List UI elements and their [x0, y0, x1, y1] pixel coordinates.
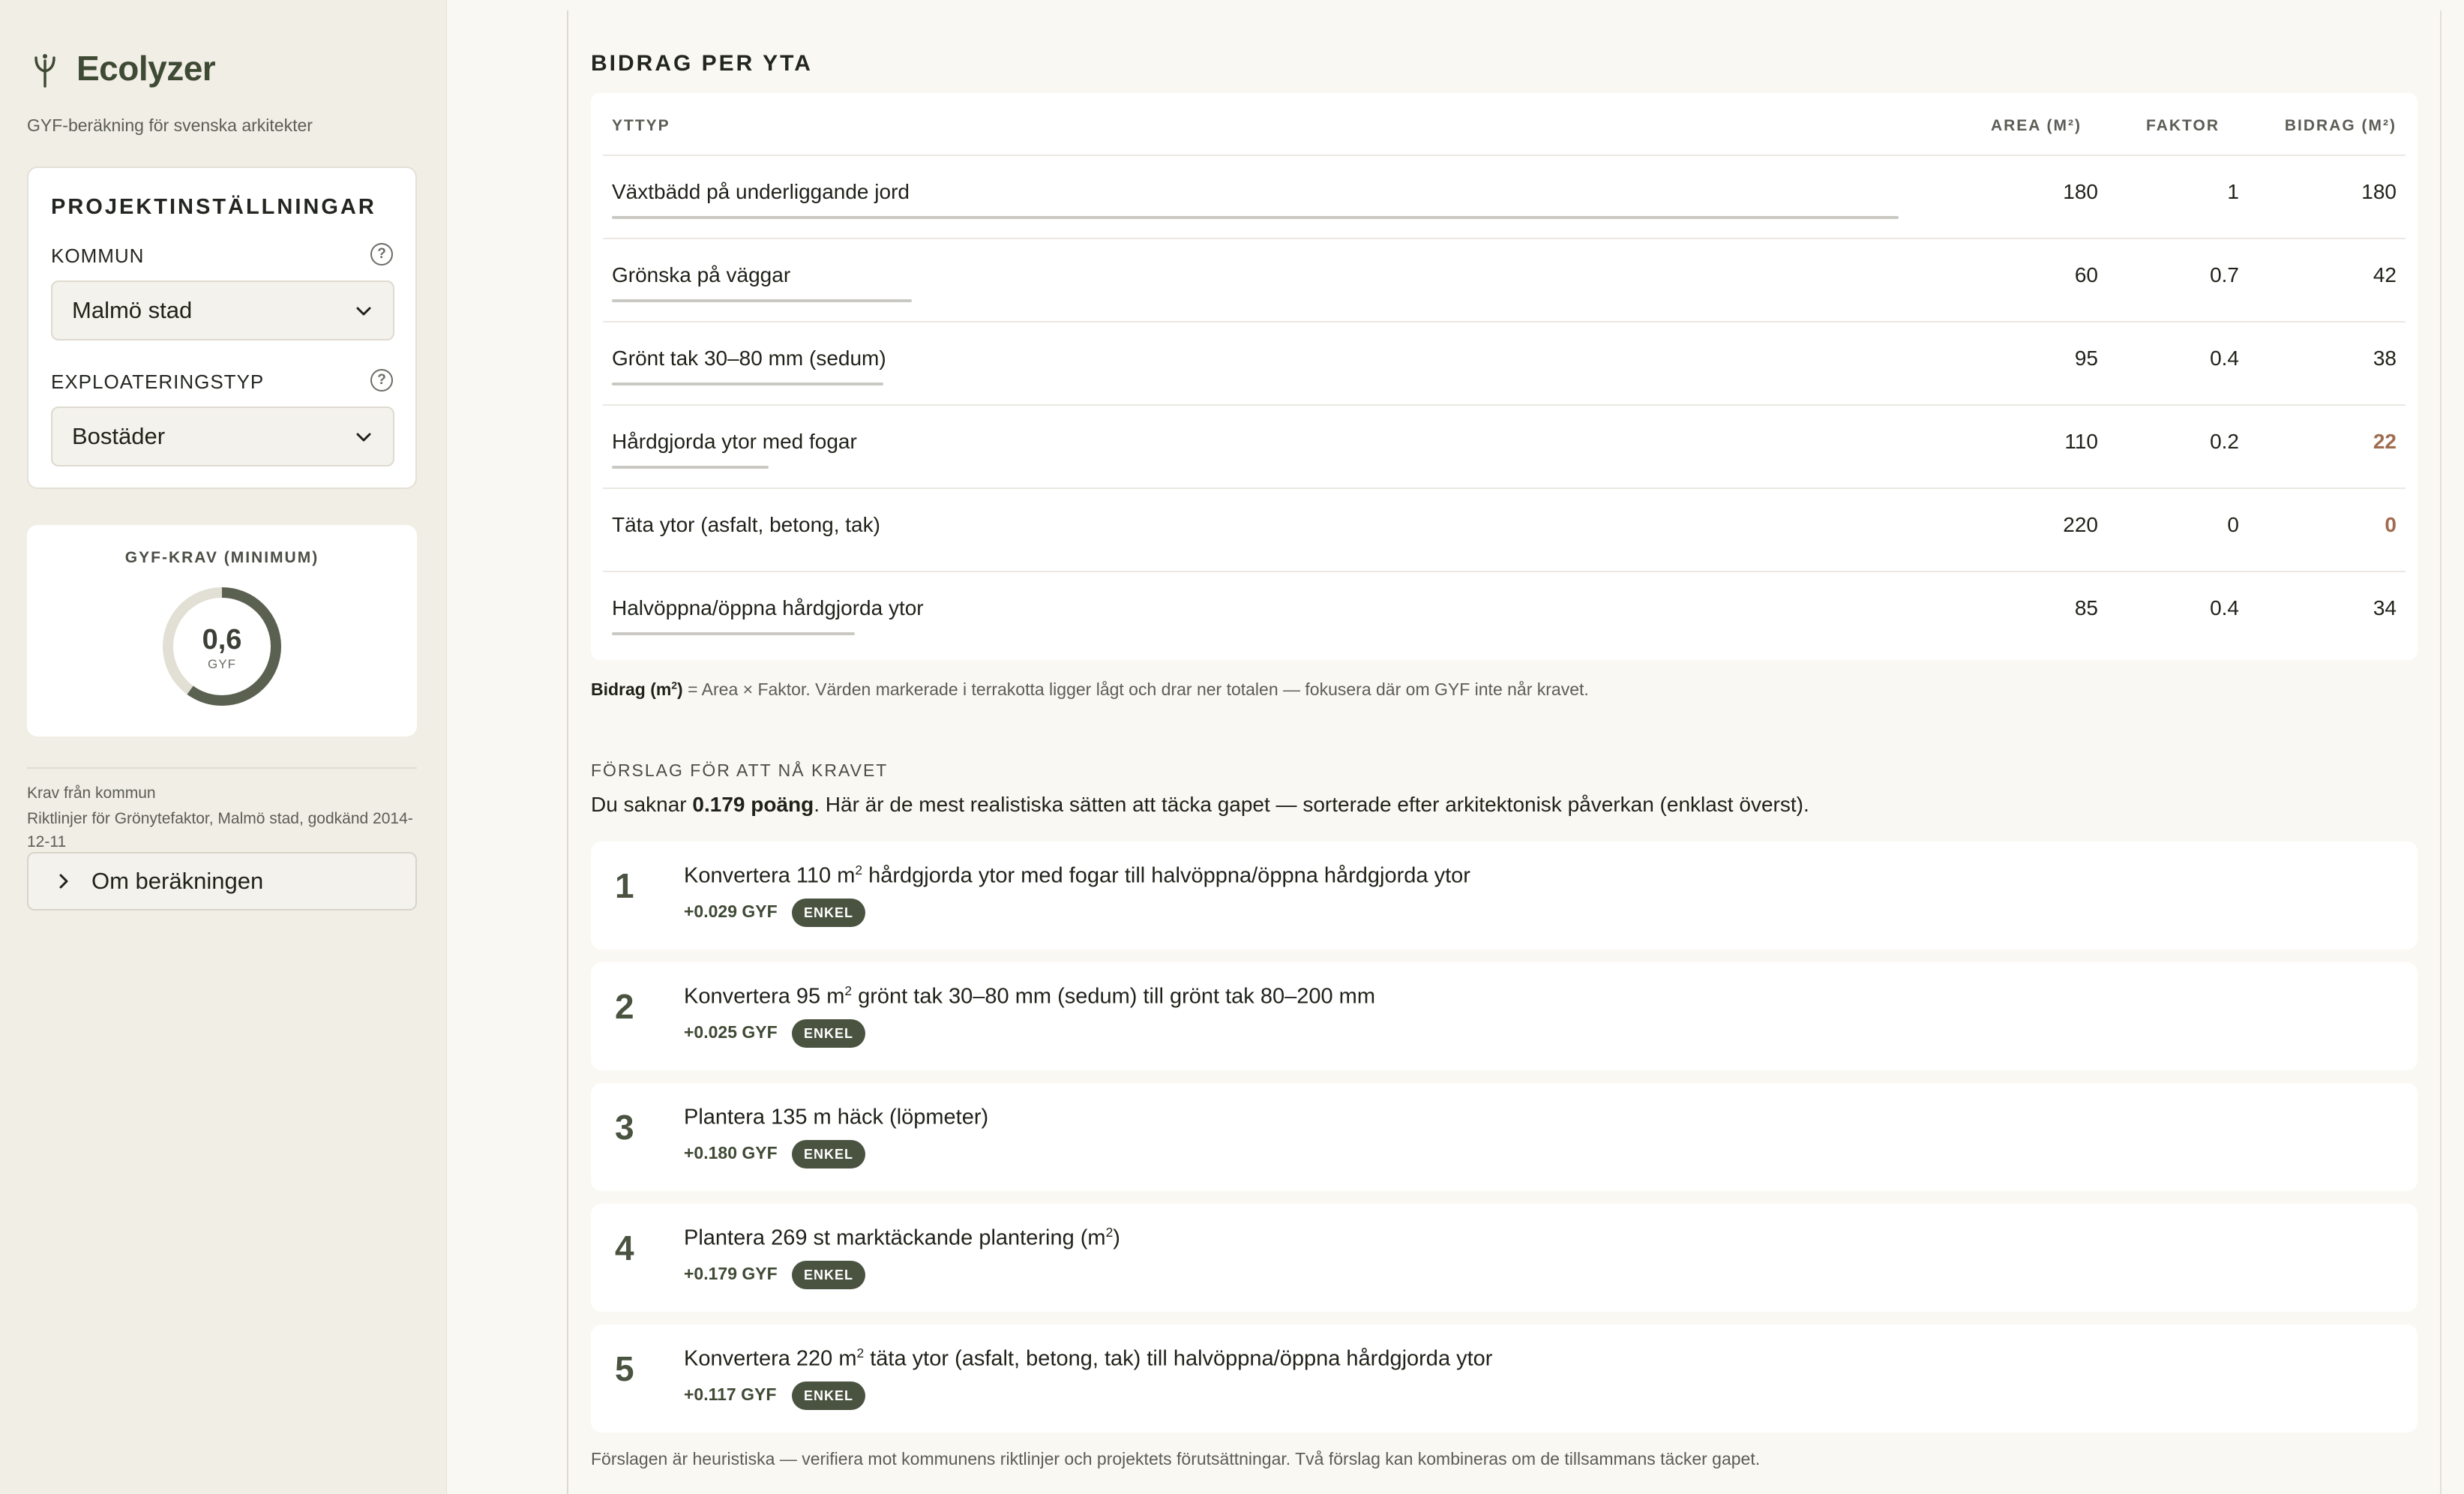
suggestion-card[interactable] — [591, 962, 2418, 1070]
difficulty-badge: ENKEL — [792, 1019, 865, 1048]
suggestion-text — [684, 983, 1375, 1010]
row-factor: 0.2 — [2210, 430, 2239, 453]
column-header-type: YTTYP — [612, 117, 670, 134]
intro-pre: Du saknar — [591, 793, 693, 816]
suggestion-card[interactable] — [591, 1324, 2418, 1432]
intro-post: . Här är de mest realistiska sätten att täcka gapet — sorterade efter arkitektonisk påverkan (enklast överst). — [814, 793, 1809, 816]
chevron-down-icon — [354, 302, 373, 321]
table-row — [603, 238, 2406, 321]
row-factor: 0.4 — [2210, 346, 2239, 370]
table-row — [603, 571, 2406, 654]
row-surface-type: Grönska på väggar — [612, 263, 791, 286]
suggestion-text-sup: 2 — [1105, 1225, 1114, 1240]
row-factor: 0.7 — [2210, 263, 2239, 286]
sidebar-divider — [27, 767, 417, 769]
requirement-source-title: Krav från kommun — [27, 784, 156, 802]
municipality-label: KOMMUN — [51, 244, 145, 267]
row-contribution: 22 — [2373, 430, 2397, 453]
column-header-factor: FAKTOR — [2146, 117, 2220, 134]
row-surface-type: Grönt tak 30–80 mm (sedum) — [612, 346, 886, 370]
suggestion-text — [684, 1104, 988, 1130]
suggestion-text-post: ) — [1113, 1226, 1120, 1250]
chevron-right-icon — [55, 873, 72, 890]
difficulty-badge: ENKEL — [792, 1261, 865, 1289]
content-border-right — [2440, 10, 2442, 1494]
suggestion-text — [684, 1346, 1492, 1372]
suggestion-text-pre: Plantera 135 m häck (löpmeter) — [684, 1105, 989, 1130]
municipality-help-icon[interactable]: ? — [370, 243, 393, 266]
row-surface-type: Hårdgjorda ytor med fogar — [612, 430, 857, 453]
suggestion-card[interactable] — [591, 1204, 2418, 1312]
row-contribution: 34 — [2373, 596, 2397, 620]
content-border-left — [567, 10, 568, 1494]
row-contribution-bar — [612, 632, 855, 635]
about-calculation-toggle[interactable] — [27, 852, 417, 910]
municipality-select[interactable] — [51, 280, 394, 340]
table-row — [603, 321, 2406, 404]
row-contribution-bar — [612, 382, 883, 386]
requirement-source-text: Riktlinjer för Grönytefaktor, Malmö stad, godkänd 2014-12-11 — [27, 810, 413, 850]
row-area: 220 — [2063, 513, 2098, 536]
suggestion-text-pre: Plantera 269 st marktäckande plantering (m — [684, 1226, 1106, 1250]
exploitation-label: EXPLOATERINGSTYP — [51, 370, 265, 393]
row-factor: 0 — [2227, 513, 2239, 536]
suggestion-text-post: grönt tak 30–80 mm (sedum) till grönt tak 80–200 mm — [852, 984, 1375, 1009]
difficulty-badge: ENKEL — [792, 1382, 865, 1410]
suggestion-text-sup: 2 — [855, 862, 863, 878]
brand-name: Ecolyzer — [76, 49, 216, 88]
row-area: 180 — [2063, 180, 2098, 203]
suggestion-text-pre: Konvertera 95 m — [684, 984, 845, 1009]
row-contribution-bar — [612, 466, 769, 469]
chevron-down-icon — [354, 428, 373, 447]
tagline: GYF-beräkning för svenska arkitekter — [27, 116, 313, 135]
suggestion-gain: +0.179 GYF — [684, 1264, 778, 1283]
row-surface-type: Halvöppna/öppna hårdgjorda ytor — [612, 596, 924, 620]
contribution-table — [591, 93, 2418, 660]
row-factor: 0.4 — [2210, 596, 2239, 620]
row-area: 60 — [2074, 263, 2098, 286]
suggestion-number: 5 — [615, 1349, 634, 1388]
suggestion-number: 2 — [615, 987, 634, 1026]
suggestion-text-sup: 2 — [856, 1346, 865, 1360]
suggestion-text — [684, 1225, 1120, 1251]
row-area: 95 — [2074, 346, 2098, 370]
project-settings-card — [27, 166, 417, 489]
footnote-bold: Bidrag (m — [591, 680, 672, 699]
row-surface-type: Täta ytor (asfalt, betong, tak) — [612, 513, 880, 536]
row-surface-type: Växtbädd på underliggande jord — [612, 180, 910, 203]
footnote-sup: 2 — [671, 680, 678, 692]
suggestions-label: FÖRSLAG FÖR ATT NÅ KRAVET — [591, 760, 889, 780]
exploitation-help-icon[interactable]: ? — [370, 369, 393, 392]
row-contribution: 42 — [2373, 263, 2397, 286]
suggestion-text-post: täta ytor (asfalt, betong, tak) till halvöppna/öppna hårdgjorda ytor — [864, 1346, 1493, 1371]
gyf-value: 0,6 — [202, 624, 242, 656]
suggestion-text-pre: Konvertera 220 m — [684, 1346, 857, 1371]
row-contribution: 38 — [2373, 346, 2397, 370]
suggestion-text-sup: 2 — [844, 983, 853, 998]
contribution-section-title: BIDRAG PER YTA — [591, 51, 813, 76]
suggestion-gain: +0.025 GYF — [684, 1022, 778, 1042]
brand[interactable] — [31, 48, 215, 88]
footnote-text: = Area × Faktor. Värden markerade i terrakotta ligger lågt och drar ner totalen — fokusera där om GYF inte når kravet. — [682, 680, 1589, 699]
suggestion-card[interactable] — [591, 842, 2418, 950]
suggestion-number: 4 — [615, 1228, 634, 1268]
gyf-unit: GYF — [208, 657, 236, 671]
gyf-requirement-label: GYF-KRAV (MINIMUM) — [124, 549, 319, 566]
suggestion-text-post: hårdgjorda ytor med fogar till halvöppna/öppna hårdgjorda ytor — [862, 863, 1470, 888]
row-contribution: 0 — [2385, 513, 2397, 536]
row-contribution: 180 — [2361, 180, 2397, 203]
row-factor: 1 — [2227, 180, 2239, 203]
footnote-bold-end: ) — [677, 680, 683, 699]
suggestion-number: 3 — [615, 1108, 634, 1147]
table-row — [603, 404, 2406, 488]
difficulty-badge: ENKEL — [792, 898, 865, 927]
table-row — [603, 488, 2406, 571]
suggestion-number: 1 — [615, 866, 634, 905]
settings-title: PROJEKTINSTÄLLNINGAR — [51, 195, 376, 219]
row-area: 110 — [2064, 430, 2098, 453]
suggestion-gain: +0.180 GYF — [684, 1143, 778, 1162]
suggestion-text — [684, 862, 1470, 889]
suggestion-gain: +0.117 GYF — [684, 1384, 777, 1404]
suggestions-intro — [591, 793, 1809, 817]
column-header-contribution: BIDRAG (M²) — [2284, 117, 2397, 134]
suggestions-disclaimer: Förslagen är heuristiska — verifiera mot kommunens riktlinjer och projektets förutsättningar. Två förslag kan kombineras om de tillsammans täcker gapet. — [591, 1449, 1761, 1468]
suggestion-gain: +0.029 GYF — [684, 902, 778, 921]
intro-missing-points: 0.179 poäng — [692, 793, 814, 816]
row-contribution-bar — [612, 216, 1899, 219]
suggestion-text-pre: Konvertera 110 m — [684, 863, 856, 888]
municipality-value: Malmö stad — [72, 297, 193, 323]
column-header-area: AREA (M²) — [1990, 117, 2082, 134]
suggestion-card[interactable] — [591, 1083, 2418, 1191]
table-row — [603, 154, 2406, 238]
sidebar — [0, 0, 447, 1494]
difficulty-badge: ENKEL — [792, 1140, 865, 1168]
exploitation-select[interactable] — [51, 406, 394, 466]
about-calculation-label: Om beräkningen — [91, 868, 264, 894]
contribution-footnote — [591, 680, 1589, 700]
gyf-requirement-card — [27, 525, 417, 736]
sprout-logo-icon — [31, 49, 58, 88]
row-contribution-bar — [612, 299, 912, 302]
row-area: 85 — [2074, 596, 2098, 620]
exploitation-value: Bostäder — [72, 423, 166, 449]
